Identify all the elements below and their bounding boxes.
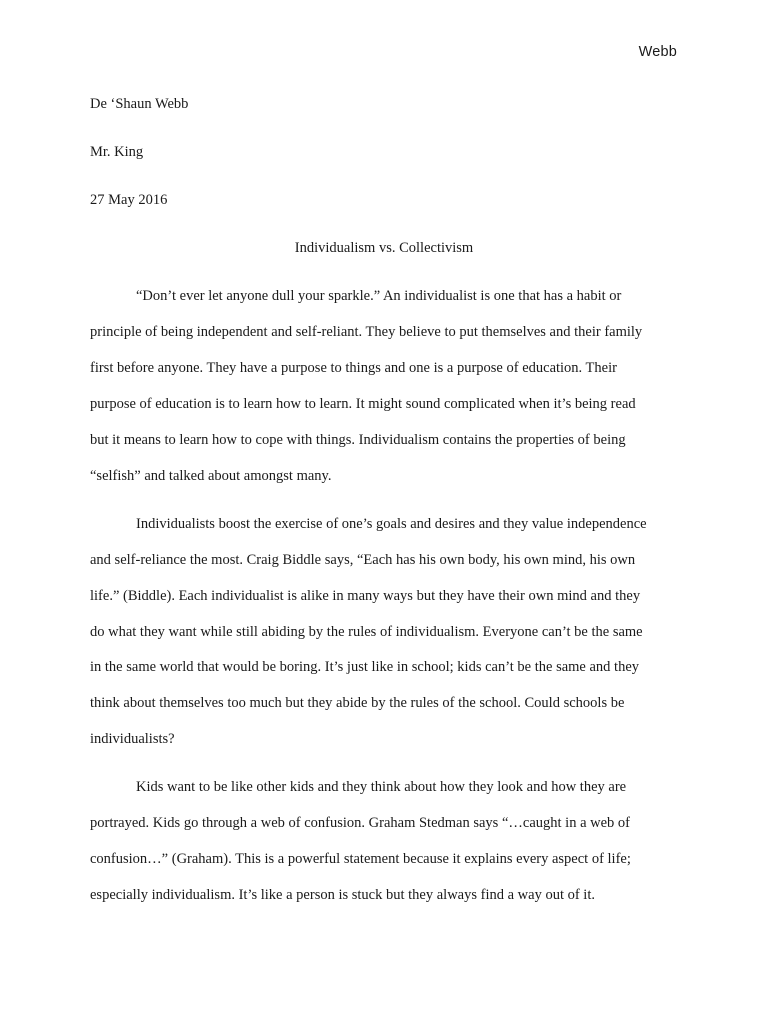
instructor-name: Mr. King	[90, 144, 144, 160]
author-name: De ‘Shaun Webb	[90, 96, 189, 112]
paragraph-line: in the same world that would be boring. It’s just like in school; kids can’t be the same and they	[90, 659, 640, 675]
paragraph-line: “Don’t ever let anyone dull your sparkle.” An individualist is one that has a habit or	[136, 288, 622, 304]
paragraph-line: first before anyone. They have a purpose to things and one is a purpose of education. Their	[90, 360, 617, 376]
paragraph-line: think about themselves too much but they abide by the rules of the school. Could schools be	[90, 695, 625, 711]
paragraph-line: Individualists boost the exercise of one’s goals and desires and they value independence	[136, 516, 647, 532]
paragraph-line: portrayed. Kids go through a web of confusion. Graham Stedman says “…caught in a web of	[90, 815, 630, 831]
paragraph-line: individualists?	[90, 731, 175, 747]
paragraph-line: do what they want while still abiding by the rules of individualism. Everyone can’t be the same	[90, 624, 643, 640]
paragraph-line: Kids want to be like other kids and they think about how they look and how they are	[136, 779, 627, 795]
paragraph-line: and self-reliance the most. Craig Biddle says, “Each has his own body, his own mind, his own	[90, 552, 636, 568]
essay-title: Individualism vs. Collectivism	[294, 240, 474, 256]
paragraph-line: life.” (Biddle). Each individualist is alike in many ways but they have their own mind and they	[90, 588, 641, 604]
date: 27 May 2016	[90, 192, 168, 208]
paragraph-line: “selfish” and talked about amongst many.	[90, 468, 332, 484]
paragraph-line: confusion…” (Graham). This is a powerful statement because it explains every aspect of life;	[90, 851, 631, 867]
paragraph-line: purpose of education is to learn how to learn. It might sound complicated when it’s being read	[90, 396, 636, 412]
paragraph-line: especially individualism. It’s like a person is stuck but they always find a way out of it.	[90, 887, 595, 903]
paragraph-line: principle of being independent and self-reliant. They believe to put themselves and their family	[90, 324, 643, 340]
paragraph-line: but it means to learn how to cope with things. Individualism contains the properties of being	[90, 432, 626, 448]
running-head: Webb	[638, 44, 677, 60]
